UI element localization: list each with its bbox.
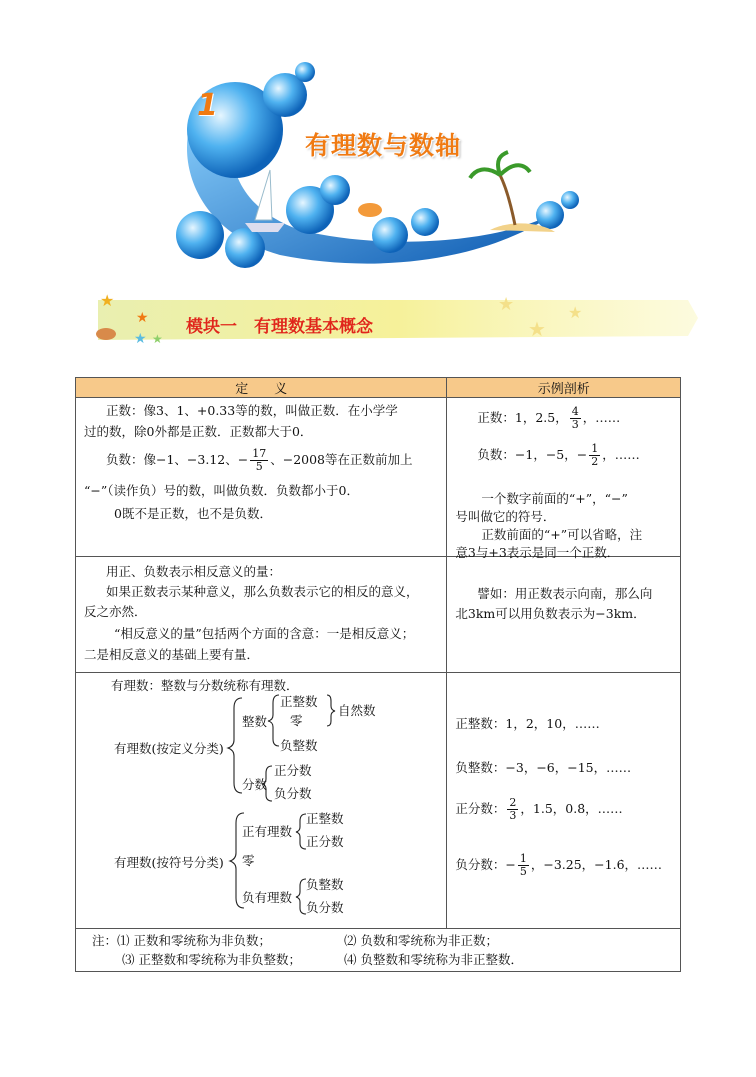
tree-negative-rational: 负有理数 (242, 890, 293, 905)
tree-negative-integer: 负整数 (280, 738, 318, 753)
ex-sign-line2: 号叫做它的符号． (455, 509, 556, 524)
row1-definition (76, 398, 447, 557)
ex-positive: 正数：1，2.5， $\frac{4}{3}$ ，…… (477, 405, 621, 431)
tree-fraction: 分数 (242, 777, 268, 792)
svg-text:★: ★ (100, 291, 115, 310)
header-definition: 定 义 (76, 378, 447, 398)
fraction: $\frac{17}{5}$ (252, 447, 267, 473)
ex-sign-line1: 一个数字前面的“+”，“−” (481, 491, 628, 506)
notes-row (76, 929, 681, 972)
def-negative-line1: 负数：像−1、−3.12、− $\frac{17}{5}$ 、−2008等在正数前加上 (106, 447, 413, 473)
row3-definition (76, 673, 447, 929)
module-banner (88, 288, 700, 350)
def-negative-line2: “−”（读作负）号的数，叫做负数．负数都小于0． (84, 483, 359, 498)
svg-text:★: ★ (498, 294, 515, 315)
ex-positive-fractions: 正分数： $\frac{2}{3}$ ，1.5，0.8̇，…… (455, 796, 623, 822)
chapter-number: 1 (197, 88, 218, 123)
svg-text:★: ★ (568, 303, 583, 322)
tree-zero: 零 (290, 713, 303, 728)
ex-opposite-line2: 北3km可以用负数表示为−3km． (455, 606, 646, 621)
tree-positive-fraction-2: 正分数 (306, 834, 344, 849)
def-opposite-line4: “相反意义的量”包括两个方面的含意：一是相反意义； (114, 626, 415, 641)
def-opposite-line2: 如果正数表示某种意义，那么负数表示它的相反的意义， (106, 584, 419, 599)
ex-negative: 负数：−1，−5，− $\frac{1}{2}$ ，…… (477, 442, 640, 468)
svg-text:★: ★ (528, 317, 546, 341)
note-2: ⑵ 负数和零统称为非正数； (344, 933, 498, 948)
tree-positive-rational: 正有理数 (242, 824, 293, 839)
svg-text:★: ★ (136, 310, 149, 326)
tree-natural: 自然数 (338, 703, 376, 718)
header-examples: 示例剖析 (447, 378, 681, 398)
tree-negative-fraction: 负分数 (274, 786, 312, 801)
row1-examples (447, 398, 681, 560)
row2-examples (447, 557, 681, 673)
concept-table (75, 377, 681, 972)
fraction: $\frac{1}{2}$ (591, 442, 599, 468)
tree-negative-integer-2: 负整数 (306, 877, 344, 892)
tree-negative-fraction-2: 负分数 (306, 900, 344, 915)
ex-sign-line4: 意3与+3表示是同一个正数． (455, 545, 620, 560)
ex-opposite-line1: 譬如：用正数表示向南，那么向 (477, 586, 653, 601)
row2-definition (76, 557, 447, 673)
row3-examples (447, 673, 681, 929)
tree-zero-2: 零 (242, 853, 255, 868)
def-zero: 0既不是正数，也不是负数． (114, 506, 272, 521)
def-opposite-line1: 用正、负数表示相反意义的量： (106, 564, 282, 579)
module-title: 模块一 有理数基本概念 (186, 317, 373, 337)
fraction: $\frac{4}{3}$ (571, 405, 579, 431)
def-opposite-line3: 反之亦然． (84, 604, 147, 619)
tree-positive-integer-2: 正整数 (306, 811, 344, 826)
note-3: ⑶ 正整数和零统称为非负整数； (122, 952, 301, 967)
note-4: ⑷ 负整数和零统称为非正整数． (344, 952, 523, 967)
rational-by-sign: 有理数(按符号分类) (114, 855, 224, 870)
svg-text:★: ★ (134, 331, 147, 347)
tree-integer: 整数 (242, 714, 268, 729)
chapter-header-art (160, 60, 590, 275)
fraction: $\frac{1}{5}$ (519, 852, 527, 878)
chapter-title: 有理数与数轴 (305, 131, 462, 160)
def-positive-line1: 正数：像3、1、+0.33等的数，叫做正数．在小学学 (106, 403, 398, 418)
def-positive-line2: 过的数，除0外都是正数．正数都大于0． (84, 424, 313, 439)
note-1: 注：⑴ 正数和零统称为非负数； (92, 933, 271, 948)
ex-positive-integers: 正整数：1，2，10，…… (455, 716, 600, 731)
ex-negative-fractions: 负分数：− $\frac{1}{5}$ ，−3.25，−1.6̇，…… (455, 852, 663, 878)
rational-intro: 有理数：整数与分数统称有理数． (111, 678, 299, 693)
rational-by-definition: 有理数(按定义分类) (114, 741, 224, 756)
tree-positive-integer: 正整数 (280, 694, 318, 709)
fraction: $\frac{2}{3}$ (509, 796, 517, 822)
def-opposite-line5: 二是相反意义的基础上要有量． (84, 647, 260, 662)
tree-positive-fraction: 正分数 (274, 763, 312, 778)
svg-text:★: ★ (152, 332, 163, 346)
ex-negative-integers: 负整数：−3，−6，−15，…… (455, 760, 632, 775)
ex-sign-line3: 正数前面的“+”可以省略，注 (481, 527, 643, 542)
